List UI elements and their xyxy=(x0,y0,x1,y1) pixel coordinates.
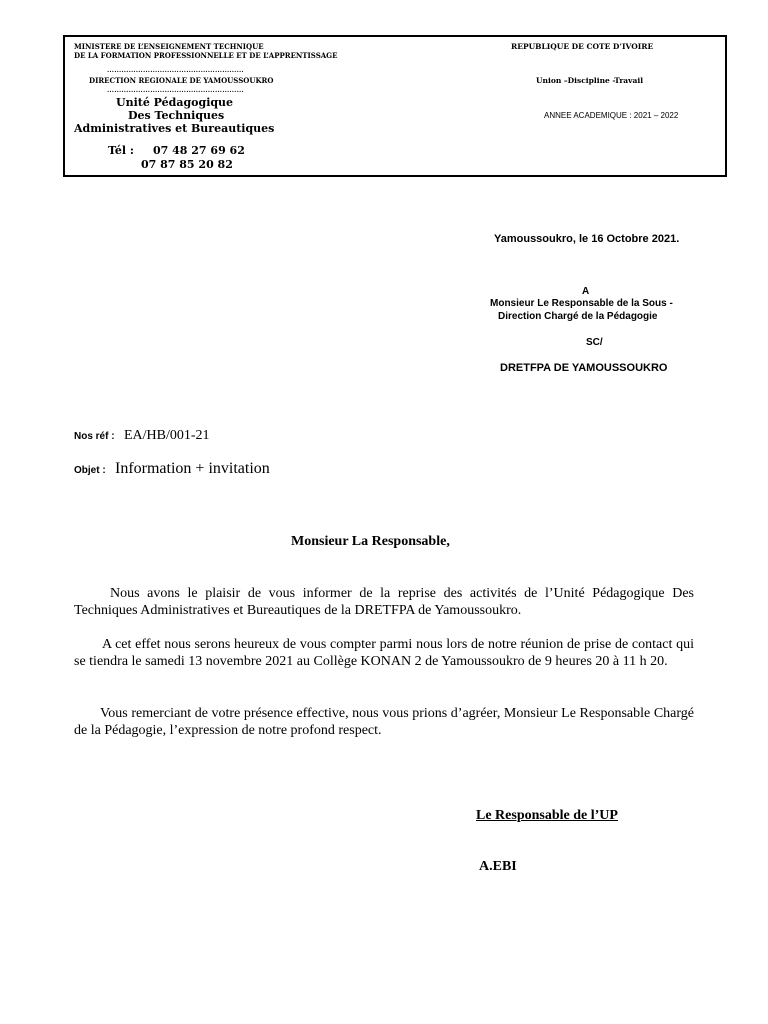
paragraph-3-text: Vous remerciant de votre présence effective, nous vous prions d’agréer, Monsieur Le Responsable Chargé de la Pédagogie, l’expression de notre profond respect. xyxy=(74,706,694,738)
reference-label: Nos réf : xyxy=(74,431,115,442)
recipient-to: A xyxy=(582,286,590,297)
unit-title-line-3: Administratives et Bureautiques xyxy=(74,122,275,135)
regional-direction: DIRECTION REGIONALE DE YAMOUSSOUKRO xyxy=(89,76,274,85)
national-motto: Union –Discipline -Travail xyxy=(536,76,644,85)
signatory-title: Le Responsable de l’UP xyxy=(476,808,618,823)
unit-title-line-2: Des Techniques xyxy=(128,109,225,122)
salutation: Monsieur La Responsable, xyxy=(291,534,450,549)
republic-name: REPUBLIQUE DE COTE D’IVOIRE xyxy=(511,42,654,51)
object-value: Information + invitation xyxy=(115,460,270,477)
dotted-separator-1: ………………………………………………… xyxy=(107,66,244,74)
recipient-organization: DRETFPA DE YAMOUSSOUKRO xyxy=(500,362,668,374)
paragraph-2-text: A cet effet nous serons heureux de vous compter parmi nous lors de notre réunion de prise de contact qui se tiendra le samedi 13 novembre 2021 au Collège KONAN 2 de Yamoussoukro de 9 heures 20 à 11 h 20. xyxy=(74,637,694,669)
paragraph-1 xyxy=(74,585,694,619)
unit-title-line-1: Unité Pédagogique xyxy=(116,96,234,109)
paragraph-2 xyxy=(74,636,694,670)
signatory-name: A.EBI xyxy=(479,859,517,874)
paragraph-3 xyxy=(74,705,694,739)
tel-label: Tél : xyxy=(108,144,134,157)
paragraph-1-text: Nous avons le plaisir de vous informer de la reprise des activités de l’Unité Pédagogique Des Techniques Administratives et Bureautiques de la DRETFPA de Yamoussoukro. xyxy=(74,586,694,618)
phone-number-2: 07 87 85 20 82 xyxy=(141,158,233,171)
ministry-line-1: MINISTERE DE L’ENSEIGNEMENT TECHNIQUE xyxy=(74,42,264,51)
recipient-sc: SC/ xyxy=(586,337,603,348)
academic-year: ANNEE ACADEMIQUE : 2021 – 2022 xyxy=(544,111,679,120)
recipient-line-2: Direction Chargé de la Pédagogie xyxy=(498,311,658,322)
ministry-line-2: DE LA FORMATION PROFESSIONNELLE ET DE L’APPRENTISSAGE xyxy=(74,51,338,60)
phone-number-1: 07 48 27 69 62 xyxy=(153,144,245,157)
object-label: Objet : xyxy=(74,465,106,476)
reference-value: EA/HB/001-21 xyxy=(124,428,210,443)
recipient-line-1: Monsieur Le Responsable de la Sous - xyxy=(490,298,673,309)
dotted-separator-2: ………………………………………………… xyxy=(107,86,244,94)
place-and-date: Yamoussoukro, le 16 Octobre 2021. xyxy=(494,233,680,245)
